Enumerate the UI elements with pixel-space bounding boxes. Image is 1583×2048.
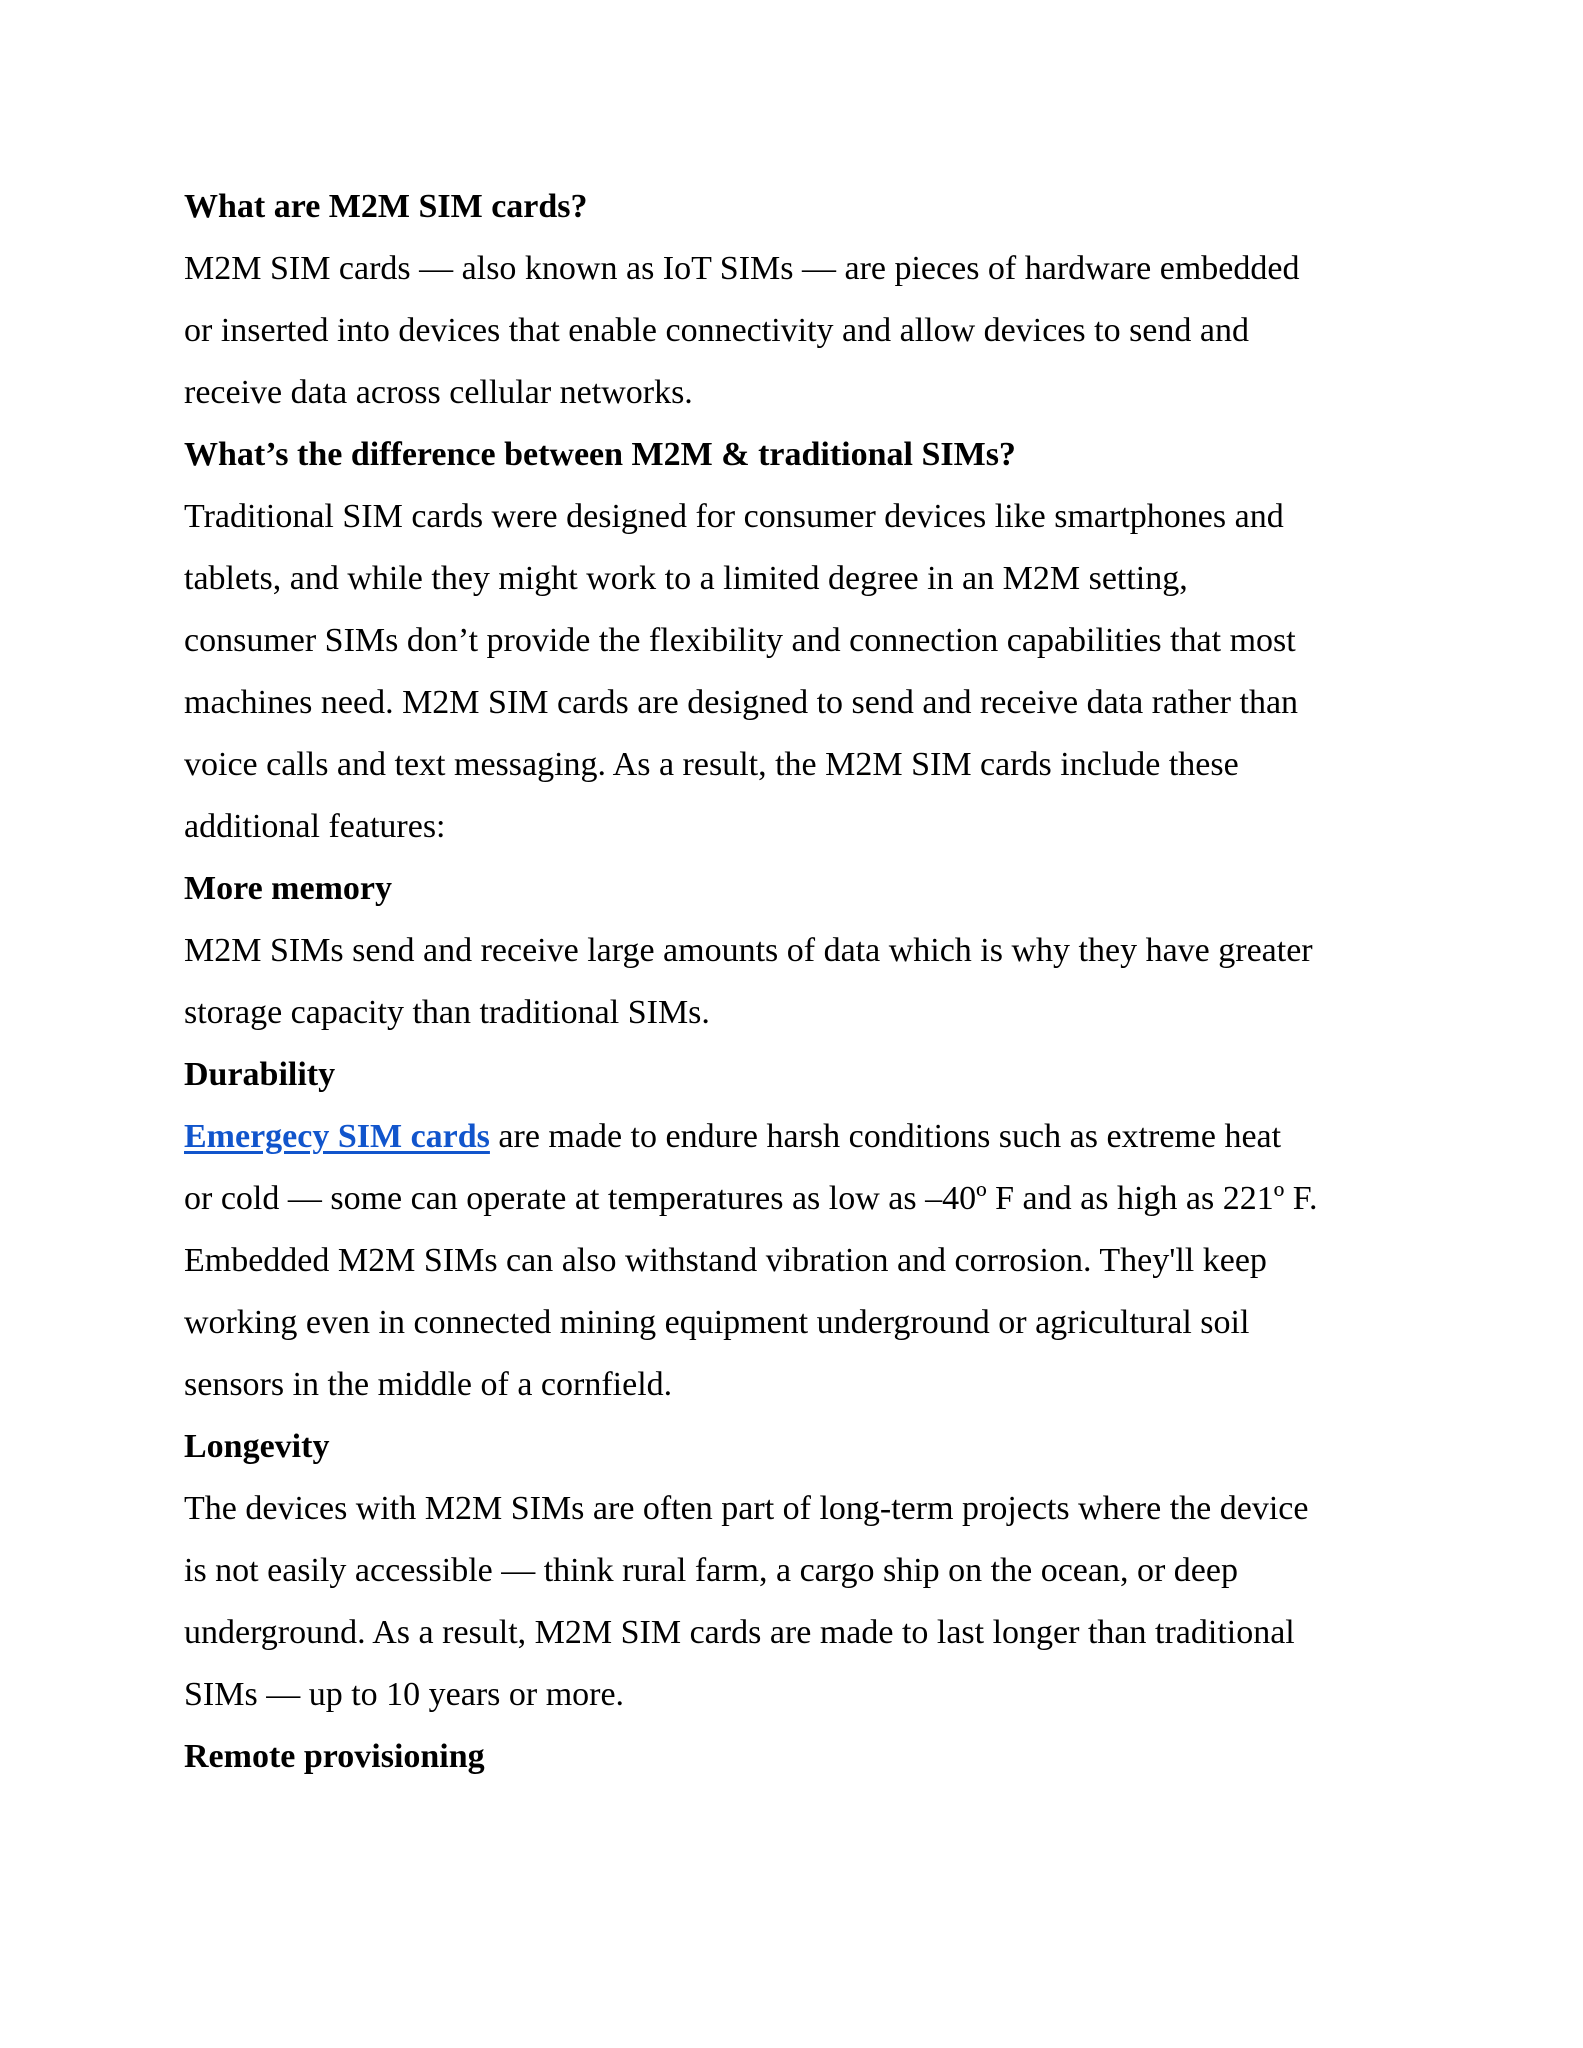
heading-what-are-m2m: What are M2M SIM cards? xyxy=(184,188,588,225)
paragraph-line: storage capacity than traditional SIMs. xyxy=(184,994,710,1031)
heading-longevity: Longevity xyxy=(184,1428,330,1465)
paragraph-line: M2M SIM cards — also known as IoT SIMs — are pieces of hardware embedded xyxy=(184,250,1300,287)
paragraph-line: M2M SIMs send and receive large amounts of data which is why they have greater xyxy=(184,932,1313,969)
paragraph-line: The devices with M2M SIMs are often part of long-term projects where the device xyxy=(184,1490,1309,1527)
paragraph-line: or inserted into devices that enable connectivity and allow devices to send and xyxy=(184,312,1249,349)
heading-more-memory: More memory xyxy=(184,870,392,907)
paragraph-line: additional features: xyxy=(184,808,446,845)
paragraph-line xyxy=(184,1106,1434,1168)
paragraph-line: working even in connected mining equipment underground or agricultural soil xyxy=(184,1304,1250,1341)
paragraph-line: Traditional SIM cards were designed for consumer devices like smartphones and xyxy=(184,498,1284,535)
paragraph-line: underground. As a result, M2M SIM cards are made to last longer than traditional xyxy=(184,1614,1295,1651)
document-body xyxy=(184,176,1434,1788)
paragraph-line: sensors in the middle of a cornfield. xyxy=(184,1366,673,1403)
paragraph-line: machines need. M2M SIM cards are designed to send and receive data rather than xyxy=(184,684,1299,721)
paragraph-line: consumer SIMs don’t provide the flexibility and connection capabilities that most xyxy=(184,622,1296,659)
heading-difference: What’s the difference between M2M & traditional SIMs? xyxy=(184,436,1016,473)
heading-remote-provisioning: Remote provisioning xyxy=(184,1738,485,1775)
paragraph-line: is not easily accessible — think rural farm, a cargo ship on the ocean, or deep xyxy=(184,1552,1238,1589)
paragraph-line: tablets, and while they might work to a limited degree in an M2M setting, xyxy=(184,560,1188,597)
heading-durability: Durability xyxy=(184,1056,336,1093)
emergency-sim-cards-link[interactable]: Emergecy SIM cards xyxy=(184,1118,490,1155)
paragraph-line: receive data across cellular networks. xyxy=(184,374,693,411)
paragraph-line: or cold — some can operate at temperatures as low as –40º F and as high as 221º F. xyxy=(184,1180,1318,1217)
paragraph-line: SIMs — up to 10 years or more. xyxy=(184,1676,625,1713)
paragraph-line: voice calls and text messaging. As a result, the M2M SIM cards include these xyxy=(184,746,1239,783)
paragraph-line: Embedded M2M SIMs can also withstand vibration and corrosion. They'll keep xyxy=(184,1242,1267,1279)
paragraph-text: are made to endure harsh conditions such as extreme heat xyxy=(489,1118,1282,1155)
